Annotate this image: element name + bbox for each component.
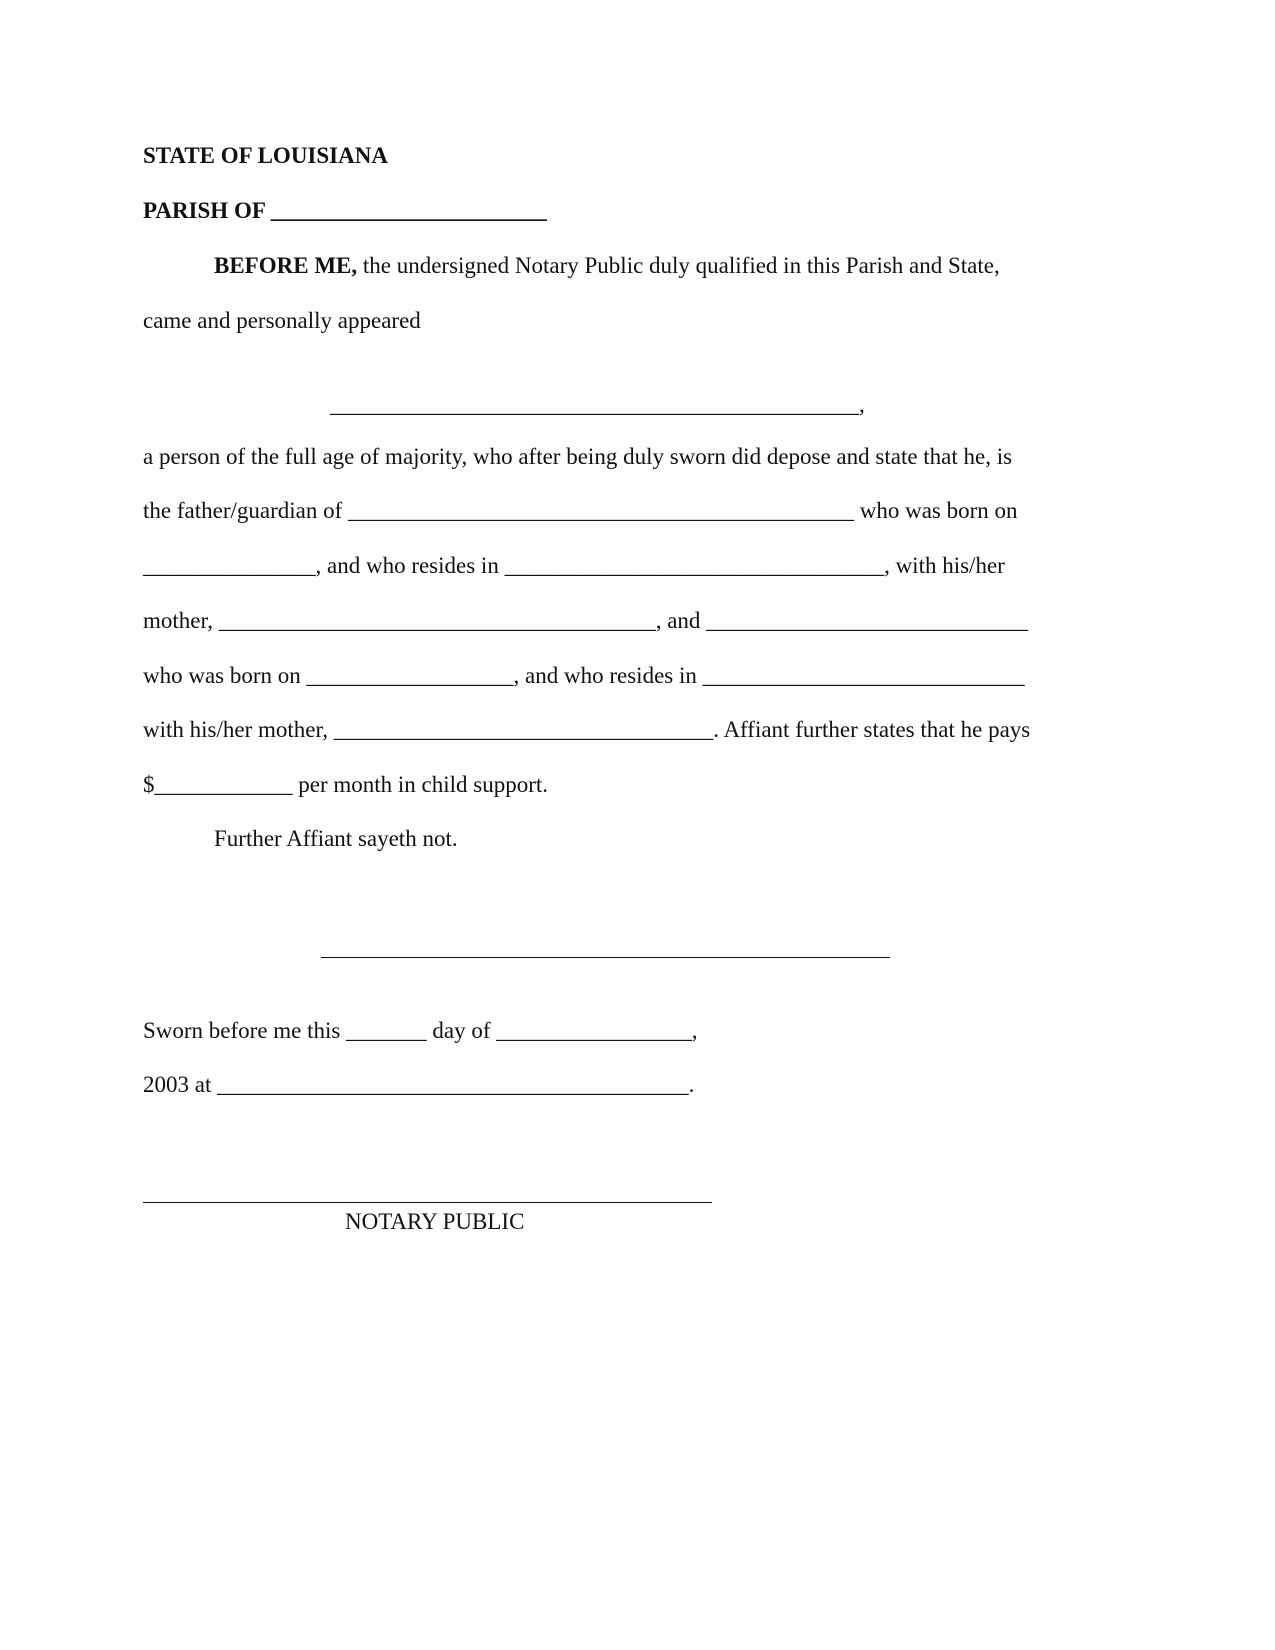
- intro-paragraph-line1: [214, 252, 1000, 280]
- statement-line-5: who was born on __________________, and who resides in ____________________________: [143, 663, 1025, 688]
- state-heading: STATE OF LOUISIANA: [143, 143, 388, 168]
- sworn-date-line: Sworn before me this _______ day of _________________,: [143, 1018, 698, 1043]
- statement-line-4: mother, ______________________________________, and ____________________________: [143, 608, 1029, 633]
- statement-line-6: with his/her mother, _________________________________. Affiant further states that he pays: [143, 717, 1031, 742]
- notary-public-label: NOTARY PUBLIC: [345, 1209, 525, 1234]
- statement-line-2: the father/guardian of ____________________________________________ who was born on: [143, 498, 1018, 523]
- sworn-location-line: 2003 at _________________________________________.: [143, 1072, 695, 1097]
- closing-statement: Further Affiant sayeth not.: [214, 826, 458, 851]
- affiant-name-blank: ______________________________________________,: [330, 392, 865, 417]
- intro-paragraph-line2: came and personally appeared: [143, 308, 421, 333]
- intro-text: the undersigned Notary Public duly qualified in this Parish and State,: [357, 253, 1000, 278]
- affiant-signature-line: [321, 957, 890, 958]
- statement-line-3: _______________, and who resides in _________________________________, with his/her: [143, 553, 1005, 578]
- before-me-lead: BEFORE ME,: [214, 253, 358, 278]
- notary-signature-line: [143, 1202, 712, 1203]
- parish-heading: PARISH OF ________________________: [143, 198, 547, 223]
- child-support-line: $____________ per month in child support.: [143, 772, 549, 797]
- statement-line-1: a person of the full age of majority, who after being duly sworn did depose and state that he, is: [143, 444, 1013, 469]
